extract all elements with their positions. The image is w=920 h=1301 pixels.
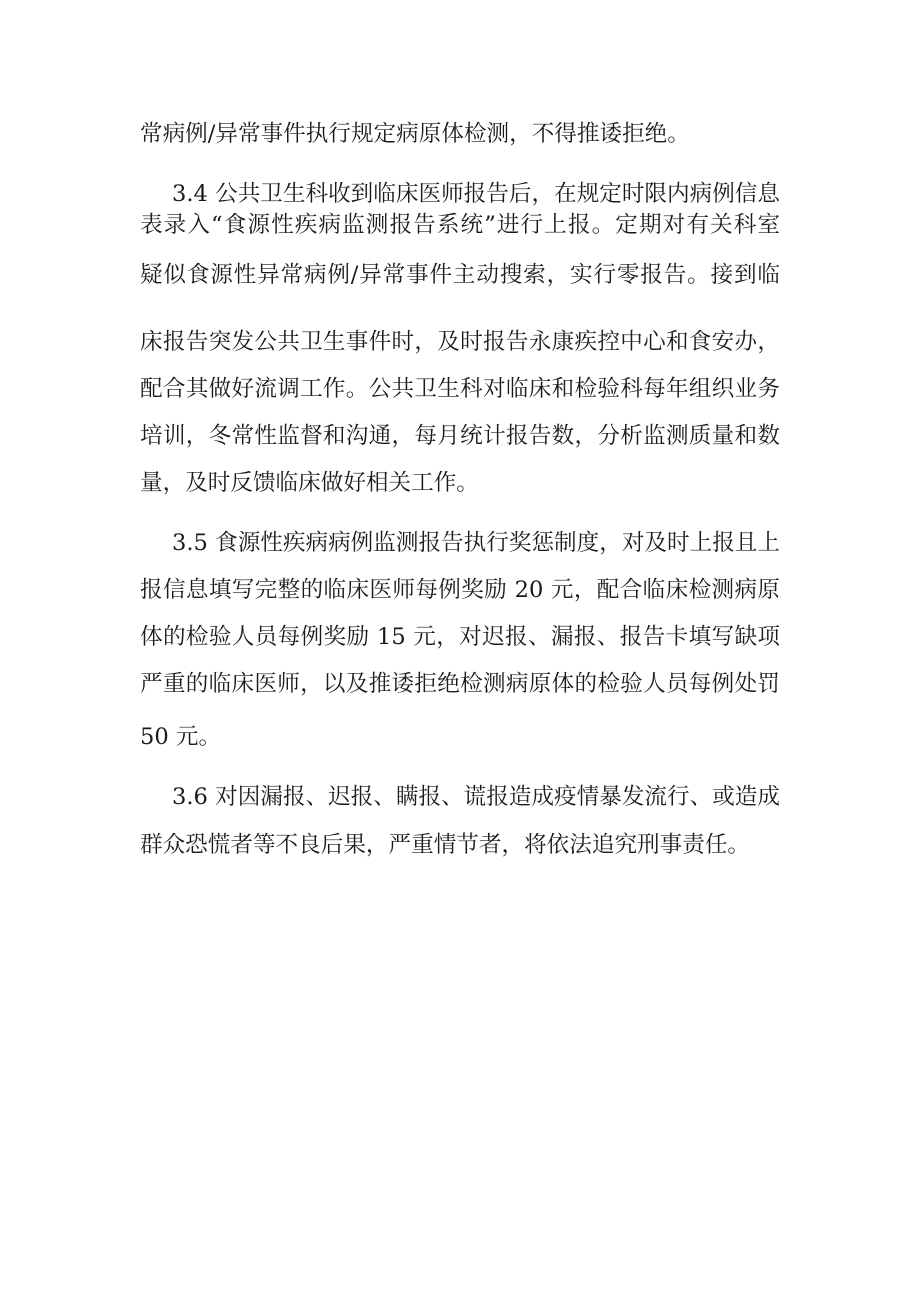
text-line: 3.6 对因漏报、迟报、瞒报、谎报造成疫情暴发流行、或造成 (172, 784, 780, 810)
text-line: 3.4 公共卫生科收到临床医师报告后，在规定时限内病例信息 (172, 181, 780, 207)
text-line: 培训，冬常性监督和沟通，每月统计报告数，分析监测质量和数 (140, 423, 780, 449)
text-line: 常病例/异常事件执行规定病原体检测，不得推诿拒绝。 (140, 121, 690, 147)
text-line: 严重的临床医师，以及推诿拒绝检测病原体的检验人员每例处罚 (140, 671, 780, 697)
text-line: 50 元。 (140, 724, 222, 750)
text-line: 表录入“食源性疾病监测报告系统”进行上报。定期对有关科室 (140, 212, 780, 238)
text-line: 配合其做好流调工作。公共卫生科对临床和检验科每年组织业务 (140, 376, 780, 402)
text-line: 3.5 食源性疾病病例监测报告执行奖惩制度，对及时上报且上 (172, 530, 780, 556)
text-line: 群众恐慌者等不良后果，严重情节者，将依法追究刑事责任。 (140, 832, 751, 858)
text-line: 量，及时反馈临床做好相关工作。 (140, 470, 479, 496)
text-line: 体的检验人员每例奖励 15 元，对迟报、漏报、报告卡填写缺项 (140, 624, 780, 650)
text-line: 床报告突发公共卫生事件时，及时报告永康疾控中心和食安办， (140, 329, 780, 355)
text-line: 报信息填写完整的临床医师每例奖励 20 元，配合临床检测病原 (140, 577, 780, 603)
text-line: 疑似食源性异常病例/异常事件主动搜索，实行零报告。接到临 (140, 262, 780, 288)
